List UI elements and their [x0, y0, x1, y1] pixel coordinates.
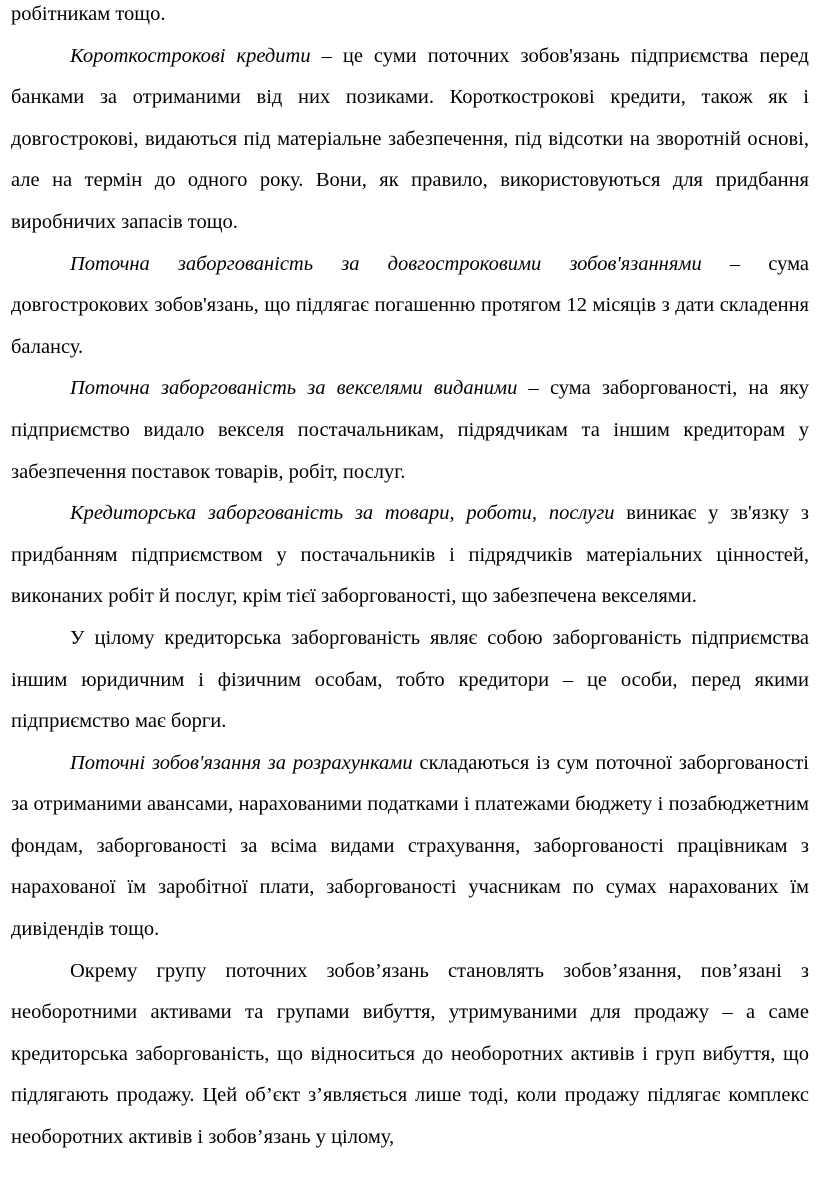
paragraph-accounts-payable: [11, 493, 809, 618]
term-italic: Поточна заборгованість за довгостроковими зобов'язаннями: [70, 252, 702, 275]
paragraph-text: робітникам тощо.: [11, 3, 166, 25]
paragraph-settlement-liabilities: [11, 743, 809, 951]
paragraph-held-for-sale: [11, 951, 809, 1159]
paragraph-promissory-notes: [11, 368, 809, 493]
paragraph-text: – це суми поточних зобов'язань підприємства перед банками за отриманими від них позиками. Короткострокові кредити, також як і довгострокові, видаються під матеріальне забезпечення, під відсотки на зворотній основі, але на термін до одного року. Вони, як правило, використовуються для придбання виробничих запасів тощо.: [11, 44, 809, 233]
paragraph-text: У цілому кредиторська заборгованість являє собою заборгованість підприємства іншим юридичним і фізичним особам, тобто кредитори – це особи, перед якими підприємство має борги.: [11, 626, 809, 733]
paragraph-text: – сума довгострокових зобов'язань, що підлягає погашенню протягом 12 місяців з дати складення балансу.: [11, 252, 809, 358]
term-italic: Поточні зобов'язання за розрахунками: [70, 751, 413, 774]
paragraph-creditors-summary: [11, 618, 809, 743]
term-italic: Кредиторська заборгованість за товари, роботи, послуги: [70, 502, 615, 525]
paragraph-current-long-term-debt: [11, 244, 809, 369]
document-page: [11, 0, 809, 1159]
paragraph-text: Окрему групу поточних зобов’язань становлять зобов’язання, пов’язані з необоротними активами та групами вибуття, утримуваними для продажу – а саме кредиторська заборгованість, що відноситься до необоротних активів і груп вибуття, що підлягають продажу. Цей об’єкт з’являється лише тоді, коли продажу підлягає комплекс необоротних активів і зобов’язань у цілому,: [11, 959, 809, 1149]
term-italic: Поточна заборгованість за векселями виданими: [70, 377, 518, 400]
paragraph-text: складаються із сум поточної заборгованості за отриманими авансами, нарахованими податками і платежами бюджету і позабюджетним фондам, заборгованості за всіма видами страхування, заборгованості працівникам з нарахованої їм заробітної плати, заборгованості учасникам по сумах нарахованих їм дивідендів тощо.: [11, 751, 809, 941]
paragraph-continuation: [11, 0, 809, 36]
paragraph-text: виникає у зв'язку з придбанням підприємством у постачальників і підрядчиків матеріальних цінностей, виконаних робіт й послуг, крім тієї заборгованості, що забезпечена векселями.: [11, 502, 809, 608]
paragraph-short-term-credits: [11, 36, 809, 244]
paragraph-text: – сума заборгованості, на яку підприємство видало векселя постачальникам, підрядчикам та іншим кредиторам у забезпечення поставок товарів, робіт, послуг.: [11, 377, 809, 483]
term-italic: Короткострокові кредити: [70, 44, 311, 67]
